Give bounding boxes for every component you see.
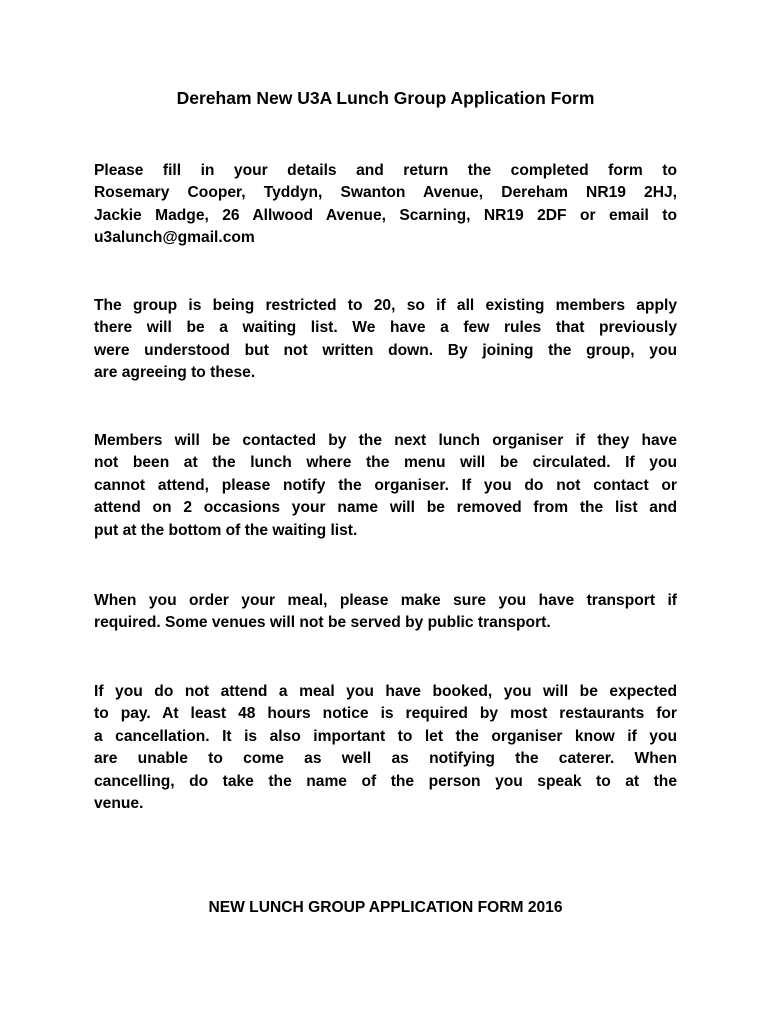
paragraph-line: not been at the lunch where the menu will be circulated. If you (94, 454, 677, 472)
paragraph-line: Please fill in your details and return the completed form to (94, 162, 677, 179)
paragraph-line: The group is being restricted to 20, so if all existing members apply (94, 297, 677, 314)
email-address-line: u3alunch@gmail.com (94, 229, 255, 247)
paragraph-line: If you do not attend a meal you have booked, you will be expected (94, 683, 677, 700)
paragraph-line: Members will be contacted by the next lunch organiser if they have (94, 432, 677, 449)
document-title: Dereham New U3A Lunch Group Application Form (176, 88, 595, 108)
paragraph-line: venue. (94, 795, 144, 813)
paragraph-line: Jackie Madge, 26 Allwood Avenue, Scarning, NR19 2DF or email to (94, 206, 677, 224)
contact-rules-paragraph (94, 430, 677, 542)
group-restriction-paragraph (94, 295, 677, 385)
cancellation-paragraph (94, 681, 677, 815)
paragraph-line: attend on 2 occasions your name will be removed from the list and (94, 499, 677, 517)
paragraph-line: put at the bottom of the waiting list. (94, 521, 358, 539)
paragraph-line: are agreeing to these. (94, 364, 256, 382)
paragraph-line: to pay. At least 48 hours notice is required by most restaurants for (94, 705, 677, 723)
instructions-paragraph (94, 160, 677, 250)
paragraph-line: there will be a waiting list. We have a few rules that previously (94, 319, 677, 337)
paragraph-line: were understood but not written down. By joining the group, you (94, 341, 677, 359)
paragraph-line: are unable to come as well as notifying the caterer. When (94, 750, 677, 768)
paragraph-line: a cancellation. It is also important to let the organiser know if you (94, 727, 677, 745)
application-form-heading: NEW LUNCH GROUP APPLICATION FORM 2016 (208, 899, 563, 916)
paragraph-line: cannot attend, please notify the organiser. If you do not contact or (94, 476, 677, 494)
paragraph-line: required. Some venues will not be served by public transport. (94, 614, 551, 632)
paragraph-line: cancelling, do take the name of the person you speak to at the (94, 772, 677, 790)
transport-paragraph (94, 590, 677, 635)
paragraph-line: Rosemary Cooper, Tyddyn, Swanton Avenue, Dereham NR19 2HJ, (94, 184, 677, 202)
paragraph-line: When you order your meal, please make sure you have transport if (94, 592, 677, 609)
